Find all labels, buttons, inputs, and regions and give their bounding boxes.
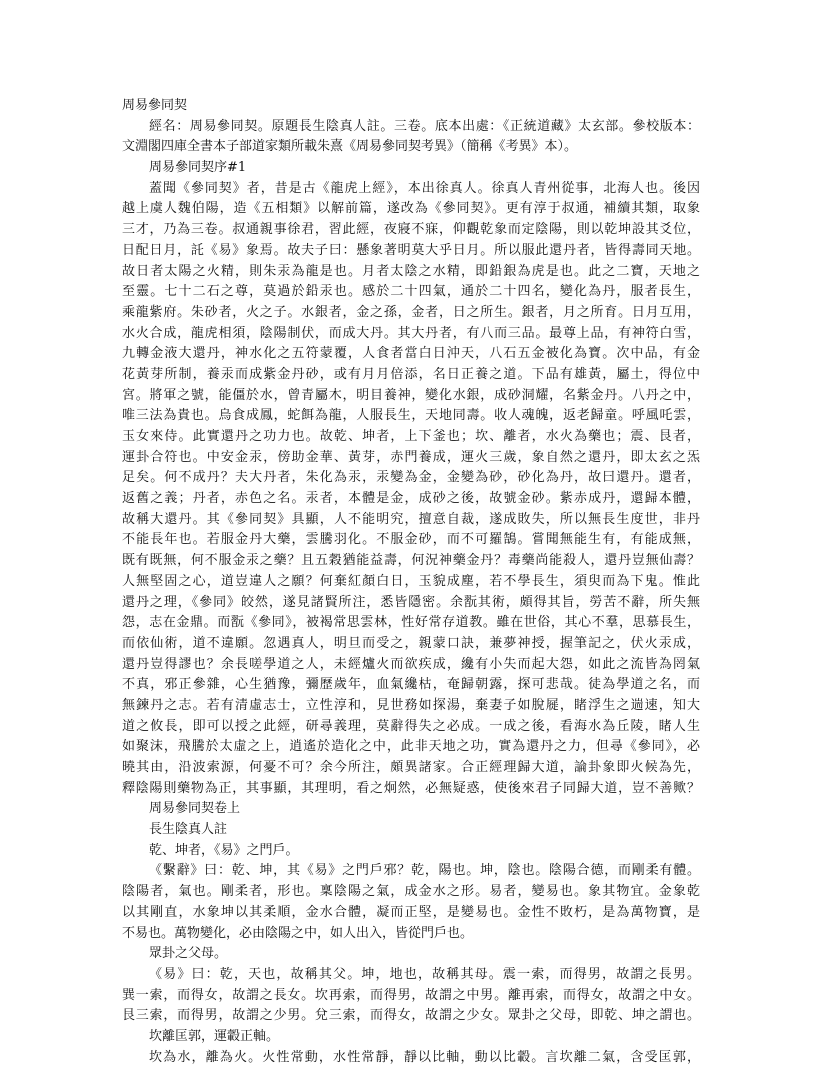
text-line: 返舊之義；丹者，赤色之名。汞者，本體是金，成砂之後，故號金砂。紫赤成丹，還歸本體， bbox=[122, 491, 700, 507]
text-line: 坎離匡郭，運轂正軸。 bbox=[149, 1028, 280, 1044]
text-line: 道之攸長，即可以授之此經，研尋義理，莫辭得失之必成。一成之後，看海水為丘陵，睹人生 bbox=[122, 718, 700, 734]
text-line: 無鍊丹之志。若有清虛志士，立性淳和，見世務如探湯，棄妻子如脫屣，睹浮生之遄速，知大 bbox=[122, 697, 700, 713]
text-line: 人無堅固之心，道豈違人之願？何棄紅顏白日，玉貌成塵，若不學長生，須臾而為下鬼。惟此 bbox=[122, 573, 700, 589]
text-line: 既有既無，何不服金汞之藥？且五穀猶能益壽，何況神藥金丹？毒藥尚能殺人，還丹豈無仙壽？ bbox=[122, 553, 700, 569]
text-line: 怨，志在金鼎。而翫《參同》，被褐常思雲林，性好常存道教。雖在世俗，其心不羣，思慕長生， bbox=[122, 615, 700, 631]
text-line: 文淵閣四庫全書本子部道家類所載朱熹《周易參同契考異》（簡稱《考異》本）。 bbox=[122, 139, 578, 155]
text-line: 釋陰陽則藥物為正，其事顯，其理明，看之炯然，必無疑惑，使後來君子同歸大道，豈不善歟？ bbox=[122, 780, 700, 796]
document-page bbox=[122, 96, 700, 1068]
text-line: 巽一索，而得女，故謂之長女。坎再索，而得男，故謂之中男。離再索，而得女，故謂之中女。 bbox=[122, 987, 700, 1003]
text-line: 故日者太陽之火精，則朱汞為龍是也。月者太陰之水精，即鉛銀為虎是也。此之二寶，天地之 bbox=[122, 263, 700, 279]
document-title: 周易參同契 bbox=[122, 98, 188, 113]
text-line: 玉女來侍。此實還丹之功力也。故乾、坤者，上下釜也；坎、離者，水火為藥也；震、艮者， bbox=[122, 429, 700, 444]
text-line: 三才，乃為三卷。叔通親事徐君，習此經，夜寢不寐，仰觀乾象而定陰陽，則以乾坤設其爻位， bbox=[122, 222, 700, 238]
text-line: 宮。將軍之號，能僵於水，曾青屬木，明目養神，變化水銀，成砂洞耀，名紫金丹。八丹之中， bbox=[122, 387, 700, 403]
text-line: 故稱大還丹。其《參同契》具顯，人不能明究，擅意自裁，遂成敗失，所以無長生度世，非丹 bbox=[122, 511, 700, 527]
text-line: 還丹豈得謬也？余長嗟學道之人，未經爐火而欲疾成，纔有小失而起大怨，如此之流皆為罔氣 bbox=[122, 656, 700, 672]
text-line: 坎為水，離為火。火性常動，水性常靜，靜以比軸，動以比轂。言坎離二氣，含受匡郭， bbox=[149, 1049, 700, 1065]
text-line: 《易》曰：乾，天也，故稱其父。坤，地也，故稱其母。震一索，而得男，故謂之長男。 bbox=[149, 966, 700, 982]
text-line: 越上虞人魏伯陽，造《五相類》以解前篇，遂改為《參同契》。更有淳于叔通，補續其類，取象 bbox=[122, 201, 700, 217]
text-line: 足矣。何不成丹？夫大丹者，朱化為汞，汞變為金，金變為砂，砂化為丹，故曰還丹。還者， bbox=[122, 470, 700, 486]
text-line: 至靈。七十二石之尊，莫過於鉛汞也。感於二十四氣，通於二十四名，變化為丹，服者長生， bbox=[122, 284, 700, 300]
text-line: 不能長年也。若服金丹大藥，雲騰羽化。不服金砂，而不可羅鵠。嘗聞無能生有，有能成無， bbox=[122, 532, 700, 548]
text-line: 長生陰真人註 bbox=[149, 822, 228, 838]
text-line: 唯三法為貴也。烏食成鳳，蛇餌為龍，人服長生，天地同壽。收人魂魄，返老歸童。呼風吒雲， bbox=[122, 408, 700, 424]
text-line: 周易參同契卷上 bbox=[149, 801, 241, 817]
text-line: 日配日月，託《易》象焉。故夫子曰：懸象著明莫大乎日月。所以服此還丹者，皆得壽同天地。 bbox=[122, 242, 700, 258]
text-line: 以其剛直，水象坤以其柔順，金水合體，凝而正堅，是變易也。金性不敗朽，是為萬物寶，是 bbox=[122, 904, 700, 920]
text-line: 九轉金液大還丹，神水化之五符蒙覆，人食者當白日沖天，八石五金被化為寶。次中品，有金 bbox=[122, 346, 700, 362]
text-line: 艮三索，而得男，故謂之少男。兌三索，而得女，故謂之少女。眾卦之父母，即乾、坤之謂也。 bbox=[122, 1008, 700, 1024]
text-line: 運卦合符也。中安金汞，傍助金華、黃芽，赤門養成，運火三歲，象自然之還丹，即太玄之炁 bbox=[122, 449, 700, 465]
text-line: 經名：周易參同契。原題長生陰真人註。三卷。底本出處：《正統道藏》太玄部。參校版本： bbox=[149, 118, 700, 134]
text-line: 眾卦之父母。 bbox=[149, 946, 228, 962]
text-line: 乾、坤者，《易》之門戶。 bbox=[149, 842, 299, 858]
text-line: 花黃芽所制，養汞而成紫金丹砂，或有月月倍添，名日正養之道。下品有雄黃，屬土，得位中 bbox=[122, 366, 700, 382]
text-line: 周易參同契序#1 bbox=[149, 160, 247, 176]
text-line: 不真，邪正參雜，心生猶豫，彌歷歲年，血氣纔枯，奄歸朝露，探可悲哉。徒為學道之名，而 bbox=[122, 677, 700, 693]
text-line: 不易也。萬物變化，必由陰陽之中，如人出入，皆從門戶也。 bbox=[122, 925, 474, 941]
text-line: 曉其由，沿波索源，何憂不可？余今所注，頗異諸家。合正經理歸大道，論卦象即火候為先， bbox=[122, 760, 700, 775]
text-line: 蓋聞《參同契》者，昔是古《龍虎上經》，本出徐真人。徐真人青州從事，北海人也。後因 bbox=[149, 180, 700, 196]
text-line: 陰陽者，氣也。剛柔者，形也。稟陰陽之氣，成金水之形。易者，變易也。象其物宜。金象乾 bbox=[122, 884, 700, 900]
text-line: 還丹之理，《參同》皎然，遂見諸賢所注，悉皆隱密。余翫其術，頗得其旨，勞苦不辭，所失無 bbox=[122, 594, 700, 610]
text-line: 乘龍紫府。朱砂者，火之子。水銀者，金之孫，金者，日之所生。銀者，月之所育。日月互用， bbox=[122, 304, 700, 320]
text-line: 水火合成，龍虎相須，陰陽制伏，而成大丹。其大丹者，有八而三品。最尊上品，有神符白雪， bbox=[122, 325, 700, 341]
text-line: 如聚沫，飛騰於太虛之上，逍遙於造化之中，此非天地之功，實為還丹之力，但尋《參同》，必 bbox=[122, 739, 700, 755]
text-line: 《繫辭》曰：乾、坤，其《易》之門戶邪？乾，陽也。坤，陰也。陰陽合德，而剛柔有體。 bbox=[149, 863, 700, 879]
text-line: 而依仙術，道不違願。忽遇真人，明旦而受之，親蒙口訣，兼夢神授，握筆記之，伏火汞成， bbox=[122, 635, 700, 651]
